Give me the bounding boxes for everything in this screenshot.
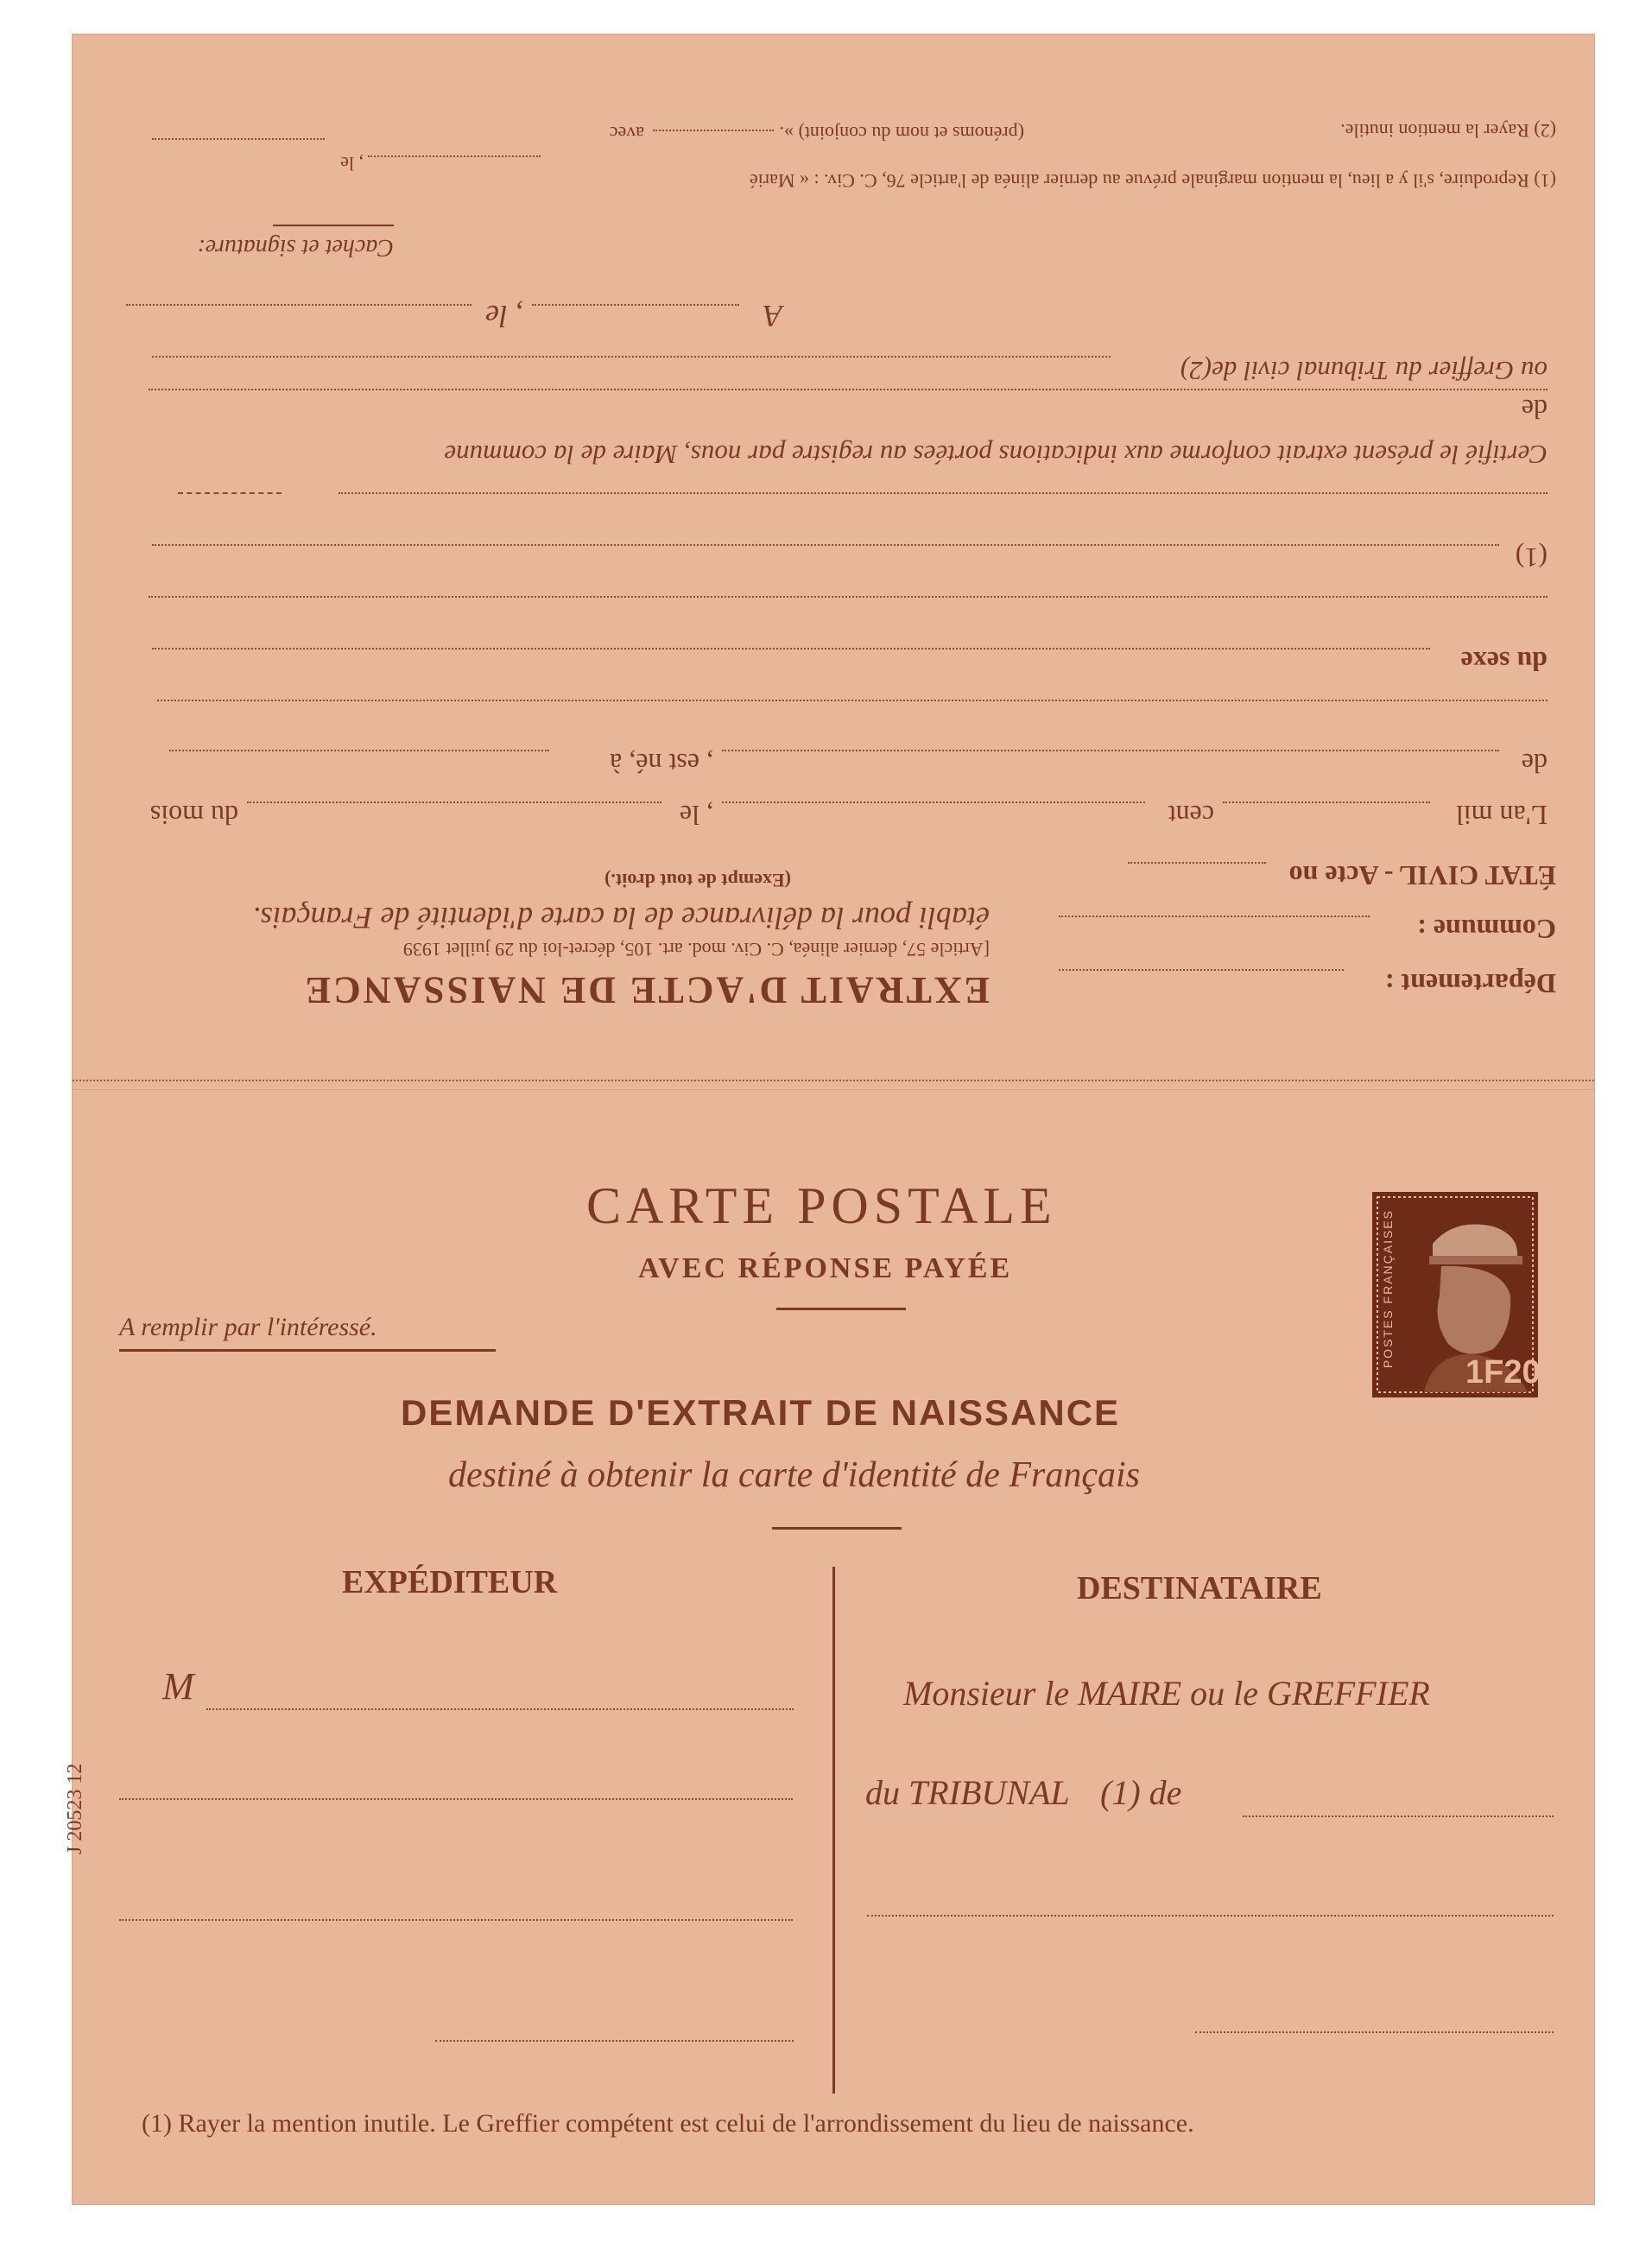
du-sexe-label: du sexe [1460,646,1548,677]
footnote-field-c [653,130,774,131]
note-ref-1: (1) [1515,542,1548,573]
postage-stamp [1372,1192,1541,1397]
legal-line-1: [Article 57, dernier alinéa, C. Civ. mod. art. 105, décret-loi du 29 juillet 1939 [402,939,990,960]
certifie-de-label: de [1521,394,1548,425]
footnote-avec: avec [609,123,644,144]
request-purpose: destiné à obtenir la carte d'identité de Français [448,1455,1140,1495]
footnote-conjoint: (prénoms et nom du conjoint) ». [779,123,1024,144]
sender-address-line-1[interactable] [119,1798,793,1800]
card-subtitle: AVEC RÉPONSE PAYÉE [638,1252,1013,1284]
sender-address-line-2[interactable] [119,1919,793,1921]
reply-title: EXTRAIT D'ACTE DE NAISSANCE [302,969,990,1011]
recipient-line-1: Monsieur le MAIRE ou le GREFFIER [903,1674,1430,1713]
day-field[interactable] [247,802,661,803]
fill-note: A remplir par l'intéressé. [119,1313,377,1341]
reply-card [73,35,1594,1090]
acte-number-field[interactable] [1128,862,1266,864]
subtitle-rule [776,1308,906,1310]
commune-cert-field[interactable] [149,389,1548,390]
greffier-line: ou Greffier du Tribunal civil de(2) [1180,356,1548,386]
sender-prefix: M [162,1665,194,1708]
reply-card-content [73,35,1594,1090]
sex-field[interactable] [152,648,1430,649]
line-field-2[interactable] [149,596,1548,598]
cachet-underline [273,225,394,226]
line-field-3[interactable] [339,492,1548,494]
departement-field[interactable] [1059,969,1344,971]
recipient-line-2b: (1) de [1100,1773,1182,1812]
marginal-field[interactable] [152,544,1499,546]
year-cent-field[interactable] [722,802,1145,803]
du-mois-label: du mois [149,800,238,831]
purpose-rule [772,1527,902,1530]
est-ne-label: , est né, à [610,748,713,779]
recipient-line-3[interactable] [867,1915,1554,1917]
commune-field[interactable] [1059,916,1370,917]
year-field[interactable] [1223,802,1430,803]
footnote-le: , le [340,153,364,174]
side-code: J 20523 12 [64,1763,86,1854]
etat-civil-label: ÉTAT CIVIL - Acte no [1288,860,1556,891]
main-card [64,1090,1594,2204]
cent-label: cent [1168,800,1214,831]
legal-line-2: établi pour la délivrance de la carte d'identité de Français. [252,901,990,935]
departement-label: Département : [1384,968,1556,999]
de-label: de [1521,748,1548,779]
le-label-2: , le [485,299,523,333]
month-field[interactable] [722,750,1499,751]
cachet-label: Cachet et signature: [197,234,394,261]
le-label: , le [679,800,713,831]
recipient-line-2a: du TRIBUNAL [865,1773,1070,1812]
sender-label: EXPÉDITEUR [342,1564,558,1600]
footnote-2: (2) Rayer la mention inutile. [1340,120,1556,142]
date-field[interactable] [126,304,472,306]
place-field[interactable] [532,304,739,306]
an-mil-label: L'an mil [1455,800,1548,831]
recipient-line-4[interactable] [1195,2031,1554,2033]
commune-label: Commune : [1417,914,1556,945]
card-title: CARTE POSTALE [586,1177,1057,1234]
stamp-country: POSTES FRANÇAISES [1381,1209,1395,1369]
a-label: A [763,299,782,333]
tribunal-name-field[interactable] [1243,1815,1554,1817]
sender-name-field[interactable] [206,1708,794,1710]
request-heading: DEMANDE D'EXTRAIT DE NAISSANCE [401,1392,1121,1433]
fill-note-underline [119,1349,496,1352]
sender-address-line-3[interactable] [435,2040,794,2042]
recipient-label: DESTINATAIRE [1077,1570,1322,1606]
footnote-field-b [152,138,325,140]
column-divider [832,1567,835,2094]
tribunal-field[interactable] [152,356,1111,358]
card-footnote: (1) Rayer la mention inutile. Le Greffier compétent est celui de l'arrondissement du lieu de naissance. [142,2109,1194,2138]
certifie-line: Certifié le présent extrait conforme aux indications portées au registre par nous, Maire de la commune [444,440,1548,470]
footnote-1: (1) Reproduire, s'il y a lieu, la mention marginale prévue au dernier alinéa de l'article 76, C. Civ. : « Marié [749,170,1556,192]
line-dash-3 [178,492,282,494]
stamp-value: 1F20 [1465,1354,1541,1391]
birthplace-field[interactable] [169,750,549,751]
footnote-field-a [368,155,541,157]
exempt-note: (Exempt de tout droit.) [604,870,791,891]
line-field-1[interactable] [157,700,1548,701]
